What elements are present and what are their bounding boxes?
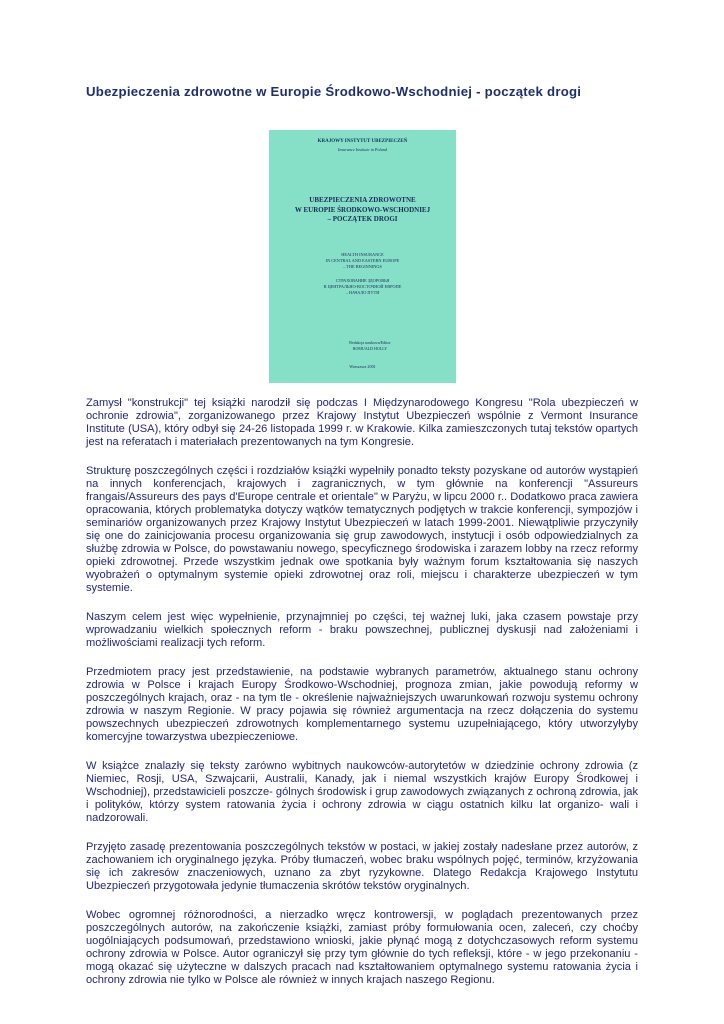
cover-title-line: UBEZPIECZENIA ZDROWOTNE [309, 196, 416, 204]
cover-editor [335, 340, 405, 351]
paragraph: Zamysł "konstrukcji" tej książki narodził się podczas I Międzynarodowego Kongresu "Rola ubezpieczeń w ochronie zdrowia", zorganizowanego przez Krajowy Instytut Ubezpieczeń wspólnie z Vermont Insurance Institute (USA), który odbył się 24-26 listopada 1999 r. w Krakowie. Kilka zamieszczonych tutaj tekstów opartych jest na referatach i materiałach prezentowanych na tym Kongresie. [86, 397, 638, 448]
cover-editor-line: Redakcja naukowa/Editor [349, 340, 391, 345]
paragraph: Wobec ogromnej różnorodności, a nierzadko wręcz kontrowersji, w poglądach prezentowanych przez poszczególnych autorów, na zakończenie książki, zamiast próby formułowania ocen, zaleceń, czy choćby uogólniających podsumowań, przedstawiono wnioski, jakie płynąć mogą z dotychczasowych reform systemu ochrony zdrowia w Polsce. Autor ograniczył się przy tym głównie do tych refleksji, które - w jego przekonaniu - mogą okazać się użyteczne w dalszych pracach nad kształtowaniem optymalnego systemu ratowania życia i ochrony zdrowia nie tylko w Polsce ale również w innych krajach naszego Regionu. [86, 909, 638, 986]
cover-title-line: – POCZĄTEK DROGI [327, 215, 398, 223]
paragraph: Przyjęto zasadę prezentowania poszczególnych tekstów w postaci, w jakiej zostały nadesłane przez autorów, z zachowaniem ich oryginalnego języka. Próby tłumaczeń, wobec braku wspólnych pojęć, terminów, krzyżowania się ich zakresów znaczeniowych, uznano za zbyt ryzykowne. Dlatego Redakcja Krajowego Instytutu Ubezpieczeń przygotowała jedynie tłumaczenia skrótów tekstów oryginalnych. [86, 841, 638, 892]
cover-publisher: KRAJOWY INSTYTUT UBEZPIECZEŃ [317, 139, 408, 144]
cover-russian-line: – НАЧАЛО ПУТИ [345, 290, 380, 295]
paragraph: W książce znalazły się teksty zarówno wybitnych naukowców-autorytetów w dziedzinie ochrony zdrowia (z Niemiec, Rosji, USA, Szwajcarii, Australii, Kanady, jak i niemal wszystkich krajów Europy Środkowej i Wschodniej), przedstawicieli poszcze- gólnych środowisk i grup zawodowych związanych z ochroną zdrowia, jak i polityków, którzy system ratowania życia i ochrony zdrowia w ciągu ostatnich kilku lat organizo- wali i nadzorowali. [86, 760, 638, 824]
cover-title [269, 196, 456, 225]
cover-editor-line: ROMUALD HOLLY [352, 345, 388, 351]
cover-english-line: HEALTH INSURANCE [341, 252, 384, 257]
cover-english-title [269, 252, 456, 270]
cover-russian-line: В ЦЕНТРАЛЬНО-ВОСТОЧНОЙ ЕВРОПЕ [323, 284, 402, 289]
cover-russian-title [269, 278, 456, 296]
book-cover-image [269, 130, 456, 383]
cover-publisher-english: Insurance Institute in Poland [338, 147, 387, 152]
page-title: Ubezpieczenia zdrowotne w Europie Środkowo-Wschodniej - początek drogi [86, 84, 582, 99]
paragraph: Strukturę poszczególnych części i rozdziałów książki wypełniły ponadto teksty pozyskane od autorów wystąpień na innych konferencjach, krajowych i zagranicznych, w tym głównie na konferencji "Assureurs frangais/Assureurs des pays d'Europe centrale et orientale" w Paryżu, w lipcu 2000 r.. Dodatkowo praca zawiera opracowania, których problematyka dotyczy wątków tematycznych podjętych w trakcie konferencji, sympozjów i seminariów organizowanych przez Krajowy Instytut Ubezpieczeń w latach 1999-2001. Niewątpliwie przyczyniły się one do zainicjowania procesu organizowania się grup zawodowych, instytucji i osób odpowiedzialnych za służbę zdrowia w Polsce, do powstawaniu nowego, specyficznego środowiska i zarazem lobby na rzecz reformy opieki zdrowotnej. Przede wszystkim jednak owe spotkania były ważnym forum kształtowania się naszych wyobrażeń o optymalnym systemie opieki zdrowotnej oraz roli, miejscu i charakterze ubezpieczeń w tym systemie. [86, 465, 638, 594]
paragraph: Naszym celem jest więc wypełnienie, przynajmniej po części, tej ważnej luki, jaka czasem powstaje przy wprowadzaniu wielkich społecznych reform - braku powszechnej, publicznej dyskusji nad założeniami i możliwościami realizacji tych reform. [86, 611, 638, 649]
cover-english-line: – THE BEGINNINGS [343, 264, 382, 269]
paragraph: Przedmiotem pracy jest przedstawienie, na podstawie wybranych parametrów, aktualnego stanu ochrony zdrowia w Polsce i krajach Europy Środkowo-Wschodniej, prognoza zmian, jakie powodują reformy w poszczególnych krajach, oraz - na tym tle - określenie najważniejszych uwarunkowań rozwoju systemu ochrony zdrowia w naszym Regionie. W pracy pojawia się również argumentacja na rzecz dołączenia do systemu powszechnych ubezpieczeń zdrowotnych komplementarnego systemu uzupełniającego, który utworzyłyby komercyjne towarzystwa ubezpieczeniowe. [86, 666, 638, 743]
cover-city-year: Warszawa 2001 [349, 364, 376, 369]
cover-title-line: W EUROPIE ŚRODKOWO-WSCHODNIEJ [294, 205, 431, 214]
article-body [86, 397, 638, 1003]
cover-english-line: IN CENTRAL AND EASTERN EUROPE [325, 258, 400, 263]
cover-russian-line: СТРАХОВАНИЕ ЗДОРОВЬЯ [335, 278, 390, 283]
